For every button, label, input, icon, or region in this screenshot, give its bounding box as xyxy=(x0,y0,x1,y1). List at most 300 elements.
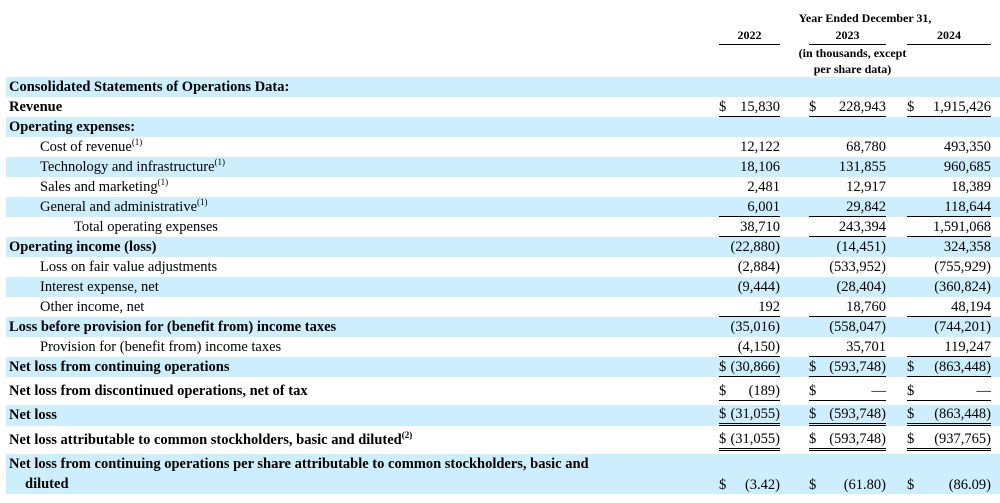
dollar-sign: $ xyxy=(809,406,817,422)
value-number: 2,481 xyxy=(747,179,780,195)
row-label-text: Interest expense, net xyxy=(40,278,159,295)
row-label-text: Total operating expenses xyxy=(74,218,218,235)
row-label xyxy=(6,337,719,357)
units-note-line1: (in thousands, except xyxy=(798,46,907,60)
dollar-sign: $ xyxy=(907,98,915,115)
dollar-sign: $ xyxy=(907,382,915,399)
column-gap xyxy=(991,157,1000,177)
column-gap xyxy=(886,217,907,237)
value-number: (360,824) xyxy=(934,279,991,295)
column-gap xyxy=(991,426,1000,454)
value-number: (755,929) xyxy=(934,259,991,275)
footnote-marker: (2) xyxy=(401,429,413,440)
value-wrapper xyxy=(719,198,780,217)
column-gap xyxy=(780,77,809,97)
row-label xyxy=(6,97,719,117)
value-number: (61.80) xyxy=(843,477,886,493)
column-gap xyxy=(780,277,809,297)
dollar-sign: $ xyxy=(809,430,817,447)
year-heading-2022: 2022 xyxy=(719,28,780,45)
value-cell-2024 xyxy=(907,257,991,277)
table-row xyxy=(6,157,1000,177)
value-wrapper xyxy=(907,298,991,317)
value-wrapper xyxy=(907,178,991,196)
value-cell-2022 xyxy=(719,317,780,337)
value-wrapper xyxy=(809,138,886,156)
value-number: — xyxy=(871,382,886,399)
column-gap xyxy=(780,426,809,454)
value-cell-2023 xyxy=(809,97,886,117)
value-cell-2022 xyxy=(719,337,780,357)
value-cell-2023 xyxy=(809,426,886,454)
row-label-text: Net loss xyxy=(9,407,57,423)
value-wrapper xyxy=(719,358,780,377)
column-gap xyxy=(991,77,1000,97)
table-row xyxy=(6,197,1000,217)
value-number: (863,448) xyxy=(934,358,991,375)
value-wrapper xyxy=(809,238,886,256)
value-number: 493,350 xyxy=(943,139,991,155)
value-wrapper xyxy=(719,238,780,256)
value-cell-2022 xyxy=(719,77,780,97)
row-label xyxy=(6,177,719,197)
value-number: 18,106 xyxy=(740,159,780,175)
value-cell-2022 xyxy=(719,426,780,454)
value-cell-2023 xyxy=(809,177,886,197)
value-wrapper xyxy=(719,338,780,357)
value-number: (30,866) xyxy=(730,358,780,375)
value-cell-2023 xyxy=(809,257,886,277)
table-row xyxy=(6,117,1000,137)
value-cell-2024 xyxy=(907,405,991,426)
value-cell-2024 xyxy=(907,377,991,405)
table-row xyxy=(6,137,1000,157)
value-wrapper xyxy=(907,476,991,494)
value-number: (86.09) xyxy=(948,477,991,493)
value-cell-2023 xyxy=(809,377,886,405)
value-cell-2023 xyxy=(809,454,886,494)
value-wrapper xyxy=(719,298,780,317)
row-label xyxy=(6,405,719,426)
value-cell-2022 xyxy=(719,357,780,377)
table-row xyxy=(6,77,1000,97)
column-gap xyxy=(886,77,907,97)
row-label-text: General and administrative xyxy=(40,198,198,215)
row-label xyxy=(6,426,719,454)
dollar-sign: $ xyxy=(809,358,817,375)
value-cell-2023 xyxy=(809,157,886,177)
column-gap xyxy=(991,337,1000,357)
column-gap xyxy=(780,297,809,317)
dollar-sign: $ xyxy=(907,430,915,447)
dollar-sign: $ xyxy=(719,358,727,375)
value-wrapper xyxy=(719,430,780,451)
value-wrapper xyxy=(719,98,780,117)
value-number: (937,765) xyxy=(934,430,991,447)
value-number: 243,394 xyxy=(838,218,886,235)
table-row xyxy=(6,454,1000,494)
column-gap xyxy=(991,377,1000,405)
table-row xyxy=(6,337,1000,357)
value-number: 228,943 xyxy=(838,98,886,115)
period-heading: Year Ended December 31, xyxy=(798,11,932,25)
column-gap xyxy=(886,297,907,317)
value-cell-2022 xyxy=(719,157,780,177)
value-wrapper xyxy=(809,198,886,217)
value-wrapper xyxy=(907,98,991,117)
value-wrapper xyxy=(719,178,780,196)
value-wrapper xyxy=(907,198,991,217)
value-cell-2024 xyxy=(907,297,991,317)
row-label xyxy=(6,117,719,137)
value-wrapper xyxy=(907,238,991,256)
dollar-sign: $ xyxy=(719,382,727,399)
value-wrapper xyxy=(907,218,991,237)
column-gap xyxy=(991,277,1000,297)
dollar-sign: $ xyxy=(719,477,727,493)
value-wrapper xyxy=(719,138,780,156)
value-wrapper xyxy=(809,258,886,276)
dollar-sign: $ xyxy=(809,382,817,399)
value-wrapper xyxy=(809,218,886,237)
column-gap xyxy=(991,117,1000,137)
value-number: 12,917 xyxy=(846,179,886,195)
column-gap xyxy=(991,217,1000,237)
value-cell-2024 xyxy=(907,277,991,297)
column-gap xyxy=(886,177,907,197)
column-gap xyxy=(780,137,809,157)
column-gap xyxy=(991,297,1000,317)
column-gap xyxy=(780,357,809,377)
value-number: (31,055) xyxy=(730,406,780,422)
row-label-text: Technology and infrastructure xyxy=(40,158,215,175)
value-cell-2024 xyxy=(907,157,991,177)
table-row xyxy=(6,277,1000,297)
value-number: (744,201) xyxy=(934,319,991,335)
value-wrapper xyxy=(809,158,886,176)
value-cell-2024 xyxy=(907,117,991,137)
table-row xyxy=(6,357,1000,377)
column-gap xyxy=(780,177,809,197)
column-gap xyxy=(886,405,907,426)
value-cell-2023 xyxy=(809,197,886,217)
table-row xyxy=(6,377,1000,405)
column-gap xyxy=(780,405,809,426)
value-number: 960,685 xyxy=(943,159,991,175)
column-gap xyxy=(886,157,907,177)
value-wrapper xyxy=(809,278,886,296)
column-gap xyxy=(780,237,809,257)
value-number: 1,591,068 xyxy=(933,218,991,235)
value-wrapper xyxy=(719,382,780,401)
row-label xyxy=(6,277,719,297)
column-gap xyxy=(991,257,1000,277)
value-cell-2023 xyxy=(809,237,886,257)
value-number: (533,952) xyxy=(829,259,886,275)
table-row xyxy=(6,317,1000,337)
value-number: 68,780 xyxy=(846,139,886,155)
value-number: (31,055) xyxy=(730,430,780,447)
value-number: (3.42) xyxy=(744,477,780,493)
table-row xyxy=(6,217,1000,237)
column-gap xyxy=(991,177,1000,197)
value-cell-2024 xyxy=(907,337,991,357)
dollar-sign: $ xyxy=(907,477,915,493)
row-label-text: Other income, net xyxy=(40,298,145,315)
column-gap xyxy=(780,157,809,177)
column-gap xyxy=(991,317,1000,337)
value-wrapper xyxy=(719,405,780,426)
value-number: 6,001 xyxy=(747,198,780,215)
value-cell-2024 xyxy=(907,177,991,197)
value-number: (22,880) xyxy=(730,239,780,255)
value-cell-2024 xyxy=(907,237,991,257)
table-row xyxy=(6,237,1000,257)
column-gap xyxy=(780,377,809,405)
footnote-marker: (1) xyxy=(214,156,226,167)
footnote-marker: (1) xyxy=(197,196,208,207)
value-cell-2024 xyxy=(907,454,991,494)
value-wrapper xyxy=(809,298,886,317)
value-cell-2022 xyxy=(719,257,780,277)
value-wrapper xyxy=(907,338,991,357)
value-cell-2022 xyxy=(719,405,780,426)
row-label-text: Operating income (loss) xyxy=(9,238,157,255)
value-wrapper xyxy=(809,338,886,357)
column-gap xyxy=(991,454,1000,494)
column-gap xyxy=(886,277,907,297)
value-number: (4,150) xyxy=(737,338,780,355)
column-gap xyxy=(780,197,809,217)
column-gap xyxy=(991,137,1000,157)
row-label-text: Cost of revenue xyxy=(40,138,132,155)
footnote-marker: (1) xyxy=(157,176,169,187)
value-cell-2023 xyxy=(809,117,886,137)
table-row xyxy=(6,297,1000,317)
row-label-text: Loss before provision for (benefit from) income taxes xyxy=(9,318,337,335)
value-cell-2024 xyxy=(907,426,991,454)
value-number: 192 xyxy=(758,298,780,315)
units-note-line2: per share data) xyxy=(813,62,892,76)
row-label-text: Operating expenses: xyxy=(9,118,136,135)
column-gap xyxy=(886,377,907,405)
row-label xyxy=(6,454,719,494)
column-gap xyxy=(886,237,907,257)
value-wrapper xyxy=(907,278,991,296)
value-number: (593,748) xyxy=(829,358,886,375)
value-number: 48,194 xyxy=(951,298,991,315)
value-number: (28,404) xyxy=(836,279,886,295)
table-row xyxy=(6,97,1000,117)
value-cell-2024 xyxy=(907,77,991,97)
row-label-text: Net loss from continuing operations xyxy=(9,358,230,375)
column-gap xyxy=(780,257,809,277)
value-wrapper xyxy=(809,430,886,451)
statement-rows xyxy=(6,77,1000,494)
value-number: (558,047) xyxy=(829,319,886,335)
value-wrapper xyxy=(809,382,886,401)
column-gap xyxy=(780,337,809,357)
dollar-sign: $ xyxy=(907,406,915,422)
value-cell-2024 xyxy=(907,137,991,157)
value-cell-2023 xyxy=(809,137,886,157)
value-number: 1,915,426 xyxy=(933,98,991,115)
value-cell-2022 xyxy=(719,454,780,494)
value-cell-2023 xyxy=(809,277,886,297)
year-heading-2024: 2024 xyxy=(907,28,991,45)
row-label-text: Revenue xyxy=(9,98,63,115)
dollar-sign: $ xyxy=(719,430,727,447)
value-cell-2023 xyxy=(809,297,886,317)
column-gap xyxy=(991,357,1000,377)
value-wrapper xyxy=(809,476,886,494)
value-cell-2023 xyxy=(809,317,886,337)
row-label-text: Loss on fair value adjustments xyxy=(40,258,218,275)
value-number: 131,855 xyxy=(838,159,886,175)
row-label xyxy=(6,217,719,237)
value-cell-2022 xyxy=(719,237,780,257)
row-label-text: Sales and marketing xyxy=(40,178,158,195)
value-wrapper xyxy=(719,218,780,237)
column-gap xyxy=(886,197,907,217)
year-heading-2023: 2023 xyxy=(809,28,886,45)
value-number: (35,016) xyxy=(730,319,780,335)
table-row xyxy=(6,405,1000,426)
value-cell-2024 xyxy=(907,197,991,217)
row-label xyxy=(6,77,719,97)
value-cell-2024 xyxy=(907,217,991,237)
value-number: 15,830 xyxy=(740,98,780,115)
value-cell-2023 xyxy=(809,337,886,357)
value-cell-2023 xyxy=(809,77,886,97)
row-label xyxy=(6,237,719,257)
value-number: 118,644 xyxy=(944,198,991,215)
value-number: 18,760 xyxy=(846,298,886,315)
column-gap xyxy=(780,317,809,337)
column-gap xyxy=(780,454,809,494)
value-number: 324,358 xyxy=(943,239,991,255)
row-label-line2: diluted xyxy=(25,476,69,492)
value-cell-2023 xyxy=(809,357,886,377)
value-number: (14,451) xyxy=(836,239,886,255)
value-cell-2022 xyxy=(719,297,780,317)
column-gap xyxy=(886,257,907,277)
value-cell-2024 xyxy=(907,357,991,377)
value-wrapper xyxy=(907,405,991,426)
column-gap xyxy=(780,117,809,137)
value-number: (189) xyxy=(748,382,780,399)
value-number: 35,701 xyxy=(846,338,886,355)
value-cell-2023 xyxy=(809,217,886,237)
value-wrapper xyxy=(907,358,991,377)
value-cell-2024 xyxy=(907,97,991,117)
statement-of-operations-table xyxy=(6,77,1000,494)
value-number: (9,444) xyxy=(737,279,780,295)
row-label xyxy=(6,137,719,157)
row-label xyxy=(6,377,719,405)
column-gap xyxy=(991,237,1000,257)
units-note xyxy=(780,45,925,77)
value-number: 29,842 xyxy=(846,198,886,215)
value-number: 119,247 xyxy=(944,338,991,355)
value-number: (593,748) xyxy=(829,406,886,422)
value-number: (593,748) xyxy=(829,430,886,447)
value-cell-2022 xyxy=(719,377,780,405)
column-gap xyxy=(886,337,907,357)
value-wrapper xyxy=(719,318,780,336)
value-wrapper xyxy=(907,430,991,451)
value-wrapper xyxy=(809,178,886,196)
row-label-text: Consolidated Statements of Operations Data: xyxy=(9,78,290,95)
row-label xyxy=(6,257,719,277)
value-wrapper xyxy=(907,318,991,336)
row-label xyxy=(6,197,719,217)
footnote-marker: (1) xyxy=(131,136,143,147)
table-row xyxy=(6,426,1000,454)
dollar-sign: $ xyxy=(719,406,727,422)
value-wrapper xyxy=(719,158,780,176)
dollar-sign: $ xyxy=(809,477,817,493)
row-label-text: Net loss from discontinued operations, net of tax xyxy=(9,382,308,399)
value-cell-2022 xyxy=(719,197,780,217)
column-gap xyxy=(886,426,907,454)
value-wrapper xyxy=(809,405,886,426)
value-number: (863,448) xyxy=(934,406,991,422)
column-gap xyxy=(780,97,809,117)
value-wrapper xyxy=(719,476,780,494)
value-wrapper xyxy=(719,278,780,296)
value-wrapper xyxy=(719,258,780,276)
value-number: — xyxy=(976,382,991,399)
value-wrapper xyxy=(809,318,886,336)
column-gap xyxy=(780,217,809,237)
value-wrapper xyxy=(907,382,991,401)
value-cell-2022 xyxy=(719,137,780,157)
value-number: 12,122 xyxy=(740,139,780,155)
value-number: 18,389 xyxy=(951,179,991,195)
row-label-text: Provision for (benefit from) income taxes xyxy=(40,338,282,355)
column-gap xyxy=(991,405,1000,426)
value-cell-2023 xyxy=(809,405,886,426)
value-cell-2022 xyxy=(719,97,780,117)
dollar-sign: $ xyxy=(907,358,915,375)
value-wrapper xyxy=(907,258,991,276)
column-gap xyxy=(886,357,907,377)
table-row xyxy=(6,257,1000,277)
row-label xyxy=(6,357,719,377)
value-cell-2022 xyxy=(719,117,780,137)
value-cell-2024 xyxy=(907,317,991,337)
row-label-text: Net loss attributable to common stockholders, basic and diluted xyxy=(9,431,402,448)
column-gap xyxy=(886,137,907,157)
table-row xyxy=(6,177,1000,197)
value-number: (2,884) xyxy=(737,259,780,275)
column-gap xyxy=(886,317,907,337)
column-gap xyxy=(991,197,1000,217)
value-number: 38,710 xyxy=(740,218,780,235)
column-gap xyxy=(886,97,907,117)
value-wrapper xyxy=(809,98,886,117)
value-wrapper xyxy=(809,358,886,377)
dollar-sign: $ xyxy=(809,98,817,115)
column-gap xyxy=(886,117,907,137)
row-label xyxy=(6,317,719,337)
row-label-line1: Net loss from continuing operations per share attributable to common stockholders, basic and xyxy=(9,456,589,472)
row-label xyxy=(6,297,719,317)
column-gap xyxy=(886,454,907,494)
value-cell-2022 xyxy=(719,217,780,237)
value-wrapper xyxy=(907,138,991,156)
